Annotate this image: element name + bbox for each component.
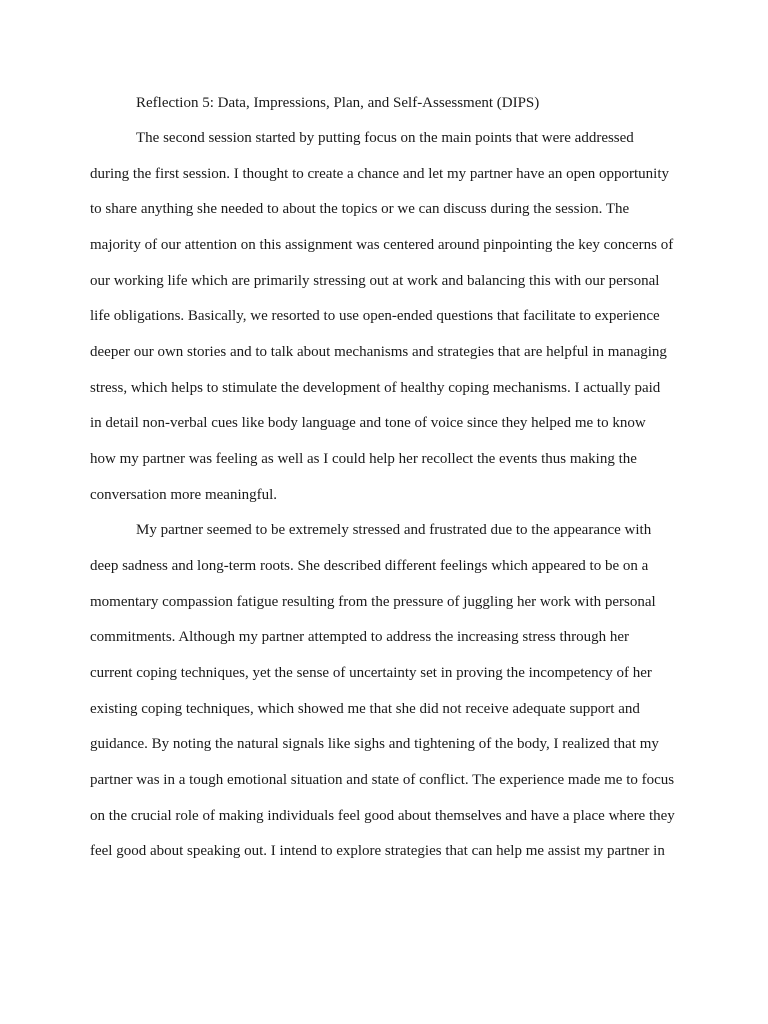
paragraph-line: guidance. By noting the natural signals like sighs and tightening of the body, I realized that my <box>90 736 659 752</box>
paragraph-line: My partner seemed to be extremely stressed and frustrated due to the appearance with <box>136 522 652 538</box>
paragraph-line: The second session started by putting focus on the main points that were addressed <box>136 130 634 146</box>
paragraph-line: during the first session. I thought to create a chance and let my partner have an open opportunity <box>90 166 669 182</box>
paragraph-line: feel good about speaking out. I intend to explore strategies that can help me assist my partner in <box>90 843 665 859</box>
paragraph-line: in detail non-verbal cues like body language and tone of voice since they helped me to know <box>90 415 646 431</box>
paragraph-line: momentary compassion fatigue resulting from the pressure of juggling her work with personal <box>90 594 656 610</box>
paragraph-line: majority of our attention on this assignment was centered around pinpointing the key concerns of <box>90 237 674 253</box>
paragraph-line: on the crucial role of making individuals feel good about themselves and have a place where they <box>90 808 675 824</box>
paragraph-line: deeper our own stories and to talk about mechanisms and strategies that are helpful in managing <box>90 344 667 360</box>
paragraph-line: deep sadness and long-term roots. She described different feelings which appeared to be on a <box>90 558 649 574</box>
paragraph-line: conversation more meaningful. <box>90 487 278 503</box>
paragraph-line: our working life which are primarily stressing out at work and balancing this with our personal <box>90 273 660 289</box>
paragraph-line: partner was in a tough emotional situation and state of conflict. The experience made me to focus <box>90 772 675 788</box>
paragraph-line: to share anything she needed to about the topics or we can discuss during the session. The <box>90 201 630 217</box>
document-title: Reflection 5: Data, Impressions, Plan, and Self-Assessment (DIPS) <box>136 95 540 111</box>
paragraph-line: life obligations. Basically, we resorted to use open-ended questions that facilitate to experience <box>90 308 660 324</box>
paragraph-line: commitments. Although my partner attempted to address the increasing stress through her <box>90 629 630 645</box>
paragraph-line: current coping techniques, yet the sense of uncertainty set in proving the incompetency of her <box>90 665 652 681</box>
paragraph-line: existing coping techniques, which showed me that she did not receive adequate support and <box>90 701 640 717</box>
paragraph-line: stress, which helps to stimulate the development of healthy coping mechanisms. I actually paid <box>90 380 661 396</box>
paragraph-line: how my partner was feeling as well as I could help her recollect the events thus making the <box>90 451 637 467</box>
